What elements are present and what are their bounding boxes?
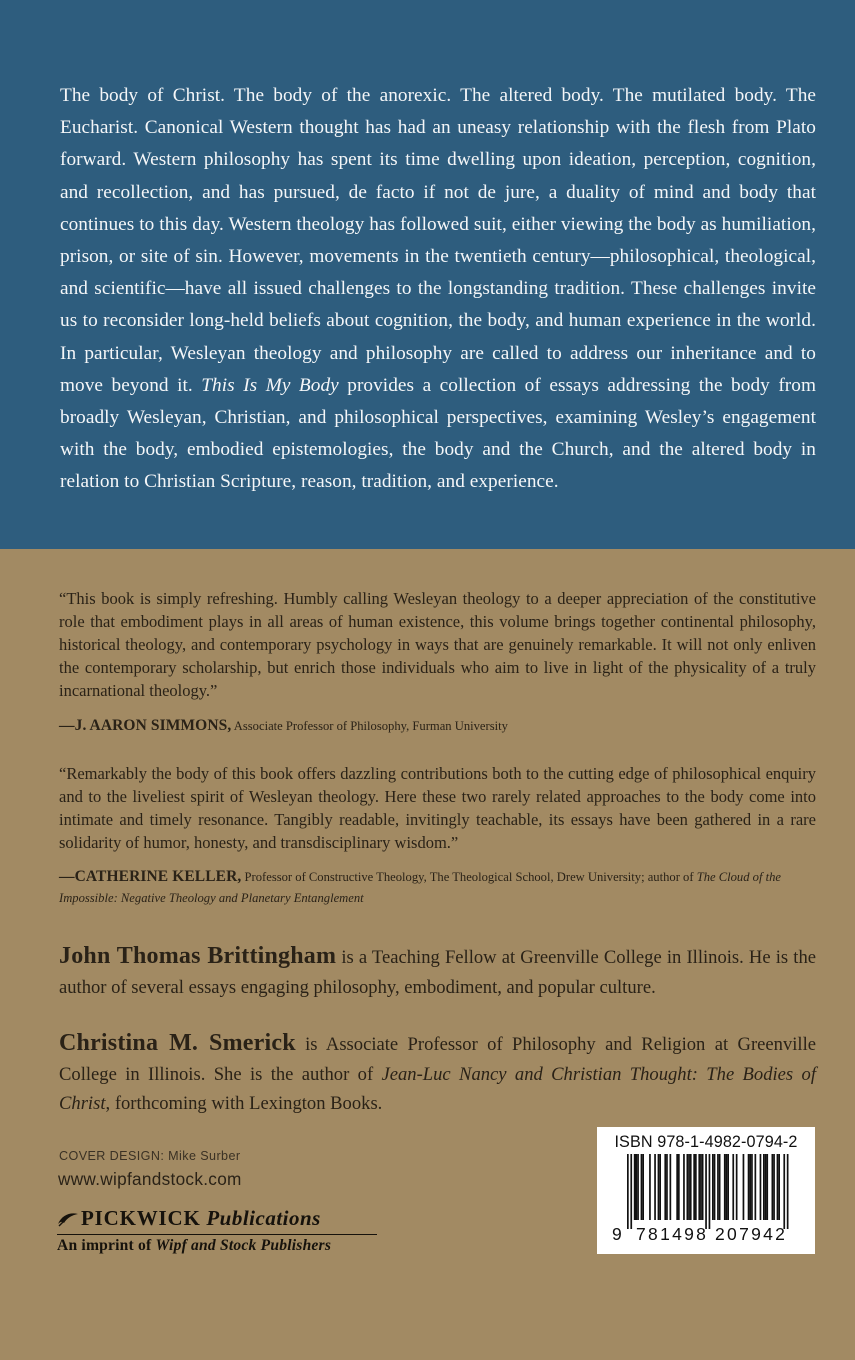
barcode-bar [783, 1154, 785, 1229]
barcode-bar [642, 1154, 644, 1220]
barcode-bar [700, 1154, 702, 1220]
barcode-bar [724, 1154, 726, 1220]
barcode-lead-digit: 9 [612, 1224, 622, 1244]
author-name: Christina M. Smerick [59, 1030, 296, 1056]
barcode-bar [726, 1154, 728, 1220]
publisher-name-caps: PICKWICK [81, 1206, 201, 1230]
barcode-bar [748, 1154, 750, 1220]
barcode-bar [749, 1154, 751, 1220]
barcode-bar [630, 1154, 632, 1229]
barcode-bar [743, 1154, 745, 1220]
barcode-bar [659, 1154, 661, 1220]
barcode-bar [654, 1154, 656, 1220]
barcode-bar [649, 1154, 651, 1220]
endorser-affiliation: Associate Professor of Philosophy, Furman University [233, 719, 508, 733]
author-bio-text: is Associate Professor of Philosophy and Religion at Greenville College in Illinois. She is the author of [59, 1034, 816, 1085]
endorsement-attribution [59, 715, 819, 737]
author-name: John Thomas Brittingham [59, 943, 337, 969]
quill-logo-icon [57, 1207, 79, 1233]
barcode-bar [765, 1154, 767, 1220]
barcode-bar [717, 1154, 719, 1220]
endorser-book-title: The Cloud of the Impossible: Negative Theology and Planetary Entanglement [59, 870, 781, 905]
barcode-bar [719, 1154, 721, 1220]
book-title-italic: This Is My Body [201, 374, 339, 396]
barcode-bar [641, 1154, 643, 1220]
barcode-bar [698, 1154, 700, 1220]
author-bio [59, 1029, 816, 1119]
barcode-bar [688, 1154, 690, 1220]
barcode-bar [627, 1154, 629, 1229]
barcode-bar [736, 1154, 738, 1220]
barcode-bar [636, 1154, 638, 1220]
barcode-bar [666, 1154, 668, 1220]
barcode-left-digits: 781498 [636, 1224, 709, 1244]
endorser-name: —CATHERINE KELLER, [59, 868, 242, 885]
description-panel [0, 0, 855, 549]
description-text: The body of Christ. The body of the anorexic. The altered body. The mutilated body. The Eucharist. Canonical Western thought has had an uneasy relationship with the flesh from Plato forward. Western philosophy has spent its time dwelling upon ideation, perception, cognition, and recollection, and has pursued, de facto if not de jure, a duality of mind and body that continues to this day. Western theology has followed suit, either viewing the body as humiliation, prison, or site of sin. However, movements in the twentieth century—philosophical, theological, and scientific—have all issued challenges to the longstanding tradition. These challenges invite us to reconsider long-held beliefs about cognition, the body, and human experience in the world. In particular, Wesleyan theology and philosophy are called to address our inheritance and to move beyond it. [60, 85, 816, 396]
endorsement-quote: “This book is simply refreshing. Humbly calling Wesleyan theology to a deeper appreciation of the constitutive role that embodiment plays in all areas of human existence, this volume brings together continental philosophy, historical theology, and contemporary psychology in ways that are genuinely remarkable. It will not only enliven the contemporary scholarship, but enrich those individuals who aim to live in light of the physicality of a truly incarnational theology.” [59, 589, 816, 701]
barcode-bar [634, 1154, 636, 1220]
barcode-bar [709, 1154, 711, 1229]
barcode-bar [693, 1154, 695, 1220]
barcode-bar [678, 1154, 680, 1220]
barcode-bar [705, 1154, 707, 1229]
endorser-affiliation: Professor of Constructive Theology, The Theological School, Drew University; author of [244, 870, 694, 884]
barcode-bar [714, 1154, 716, 1220]
barcode-bar [683, 1154, 685, 1220]
imprint-prefix: An imprint of [57, 1237, 152, 1254]
author-book-title: Jean-Luc Nancy and Christian Thought: The Bodies of Christ [59, 1063, 816, 1114]
barcode-bar [763, 1154, 765, 1220]
barcode-bar [687, 1154, 689, 1220]
barcode-bar [637, 1154, 639, 1220]
description-text-continued: provides a collection of essays addressing the body from broadly Wesleyan, Christian, and philosophical perspectives, examining Wesley’s engagement with the body, embodied epistemologies, the body and the Church, and the altered body in relation to Christian Scripture, reason, tradition, and experience. [60, 374, 816, 493]
isbn-barcode [597, 1127, 815, 1254]
publisher-name-italic: Publications [206, 1206, 321, 1230]
barcode-bar [676, 1154, 678, 1220]
publisher-website: www.wipfandstock.com [58, 1169, 242, 1189]
endorser-name: —J. AARON SIMMONS, [59, 717, 232, 734]
barcode-bar [777, 1154, 779, 1220]
barcode-right-digits: 207942 [715, 1224, 788, 1244]
barcode-bar [773, 1154, 775, 1220]
isbn-label: ISBN 978-1-4982-0794-2 [614, 1133, 798, 1151]
barcode-bar [751, 1154, 753, 1220]
barcode-bar [760, 1154, 762, 1220]
barcode-bar [778, 1154, 780, 1220]
barcode-bar [727, 1154, 729, 1220]
barcode-bar [787, 1154, 789, 1229]
barcode-bar [755, 1154, 757, 1220]
barcode-bar [658, 1154, 660, 1220]
cover-design-credit: COVER DESIGN: Mike Surber [59, 1149, 241, 1163]
imprint-name: Wipf and Stock Publishers [155, 1237, 332, 1254]
author-bio-text: is a Teaching Fellow at Greenville College in Illinois. He is the author of several essays engaging philosophy, embodiment, and popular culture. [59, 947, 817, 998]
barcode-bar [690, 1154, 692, 1220]
endorsement-attribution [59, 866, 819, 909]
barcode-bar [664, 1154, 666, 1220]
endorsement-panel [0, 549, 855, 1360]
barcode-bar [766, 1154, 768, 1220]
barcode-bar [702, 1154, 704, 1220]
barcode-bar [670, 1154, 672, 1220]
barcode-bar [695, 1154, 697, 1220]
barcode-bar [712, 1154, 714, 1220]
endorsement-quote: “Remarkably the body of this book offers dazzling contributions both to the cutting edge of philosophical enquiry and to the liveliest spirit of Wesleyan theology. Here these two rarely related approaches to the body come into intimate and timely resonance. Tangibly readable, invitingly teachable, its essays have been gathered in a rare solidarity of humor, honesty, and transdisciplinary wisdom.” [59, 764, 816, 853]
publisher-name [57, 1205, 377, 1235]
book-description [60, 80, 816, 499]
barcode-bar [772, 1154, 774, 1220]
publisher-imprint [57, 1235, 377, 1257]
author-bio-end: , forthcoming with Lexington Books. [105, 1093, 383, 1114]
author-bio [59, 942, 816, 1002]
publisher-logo [57, 1205, 377, 1257]
barcode-bar [732, 1154, 734, 1220]
